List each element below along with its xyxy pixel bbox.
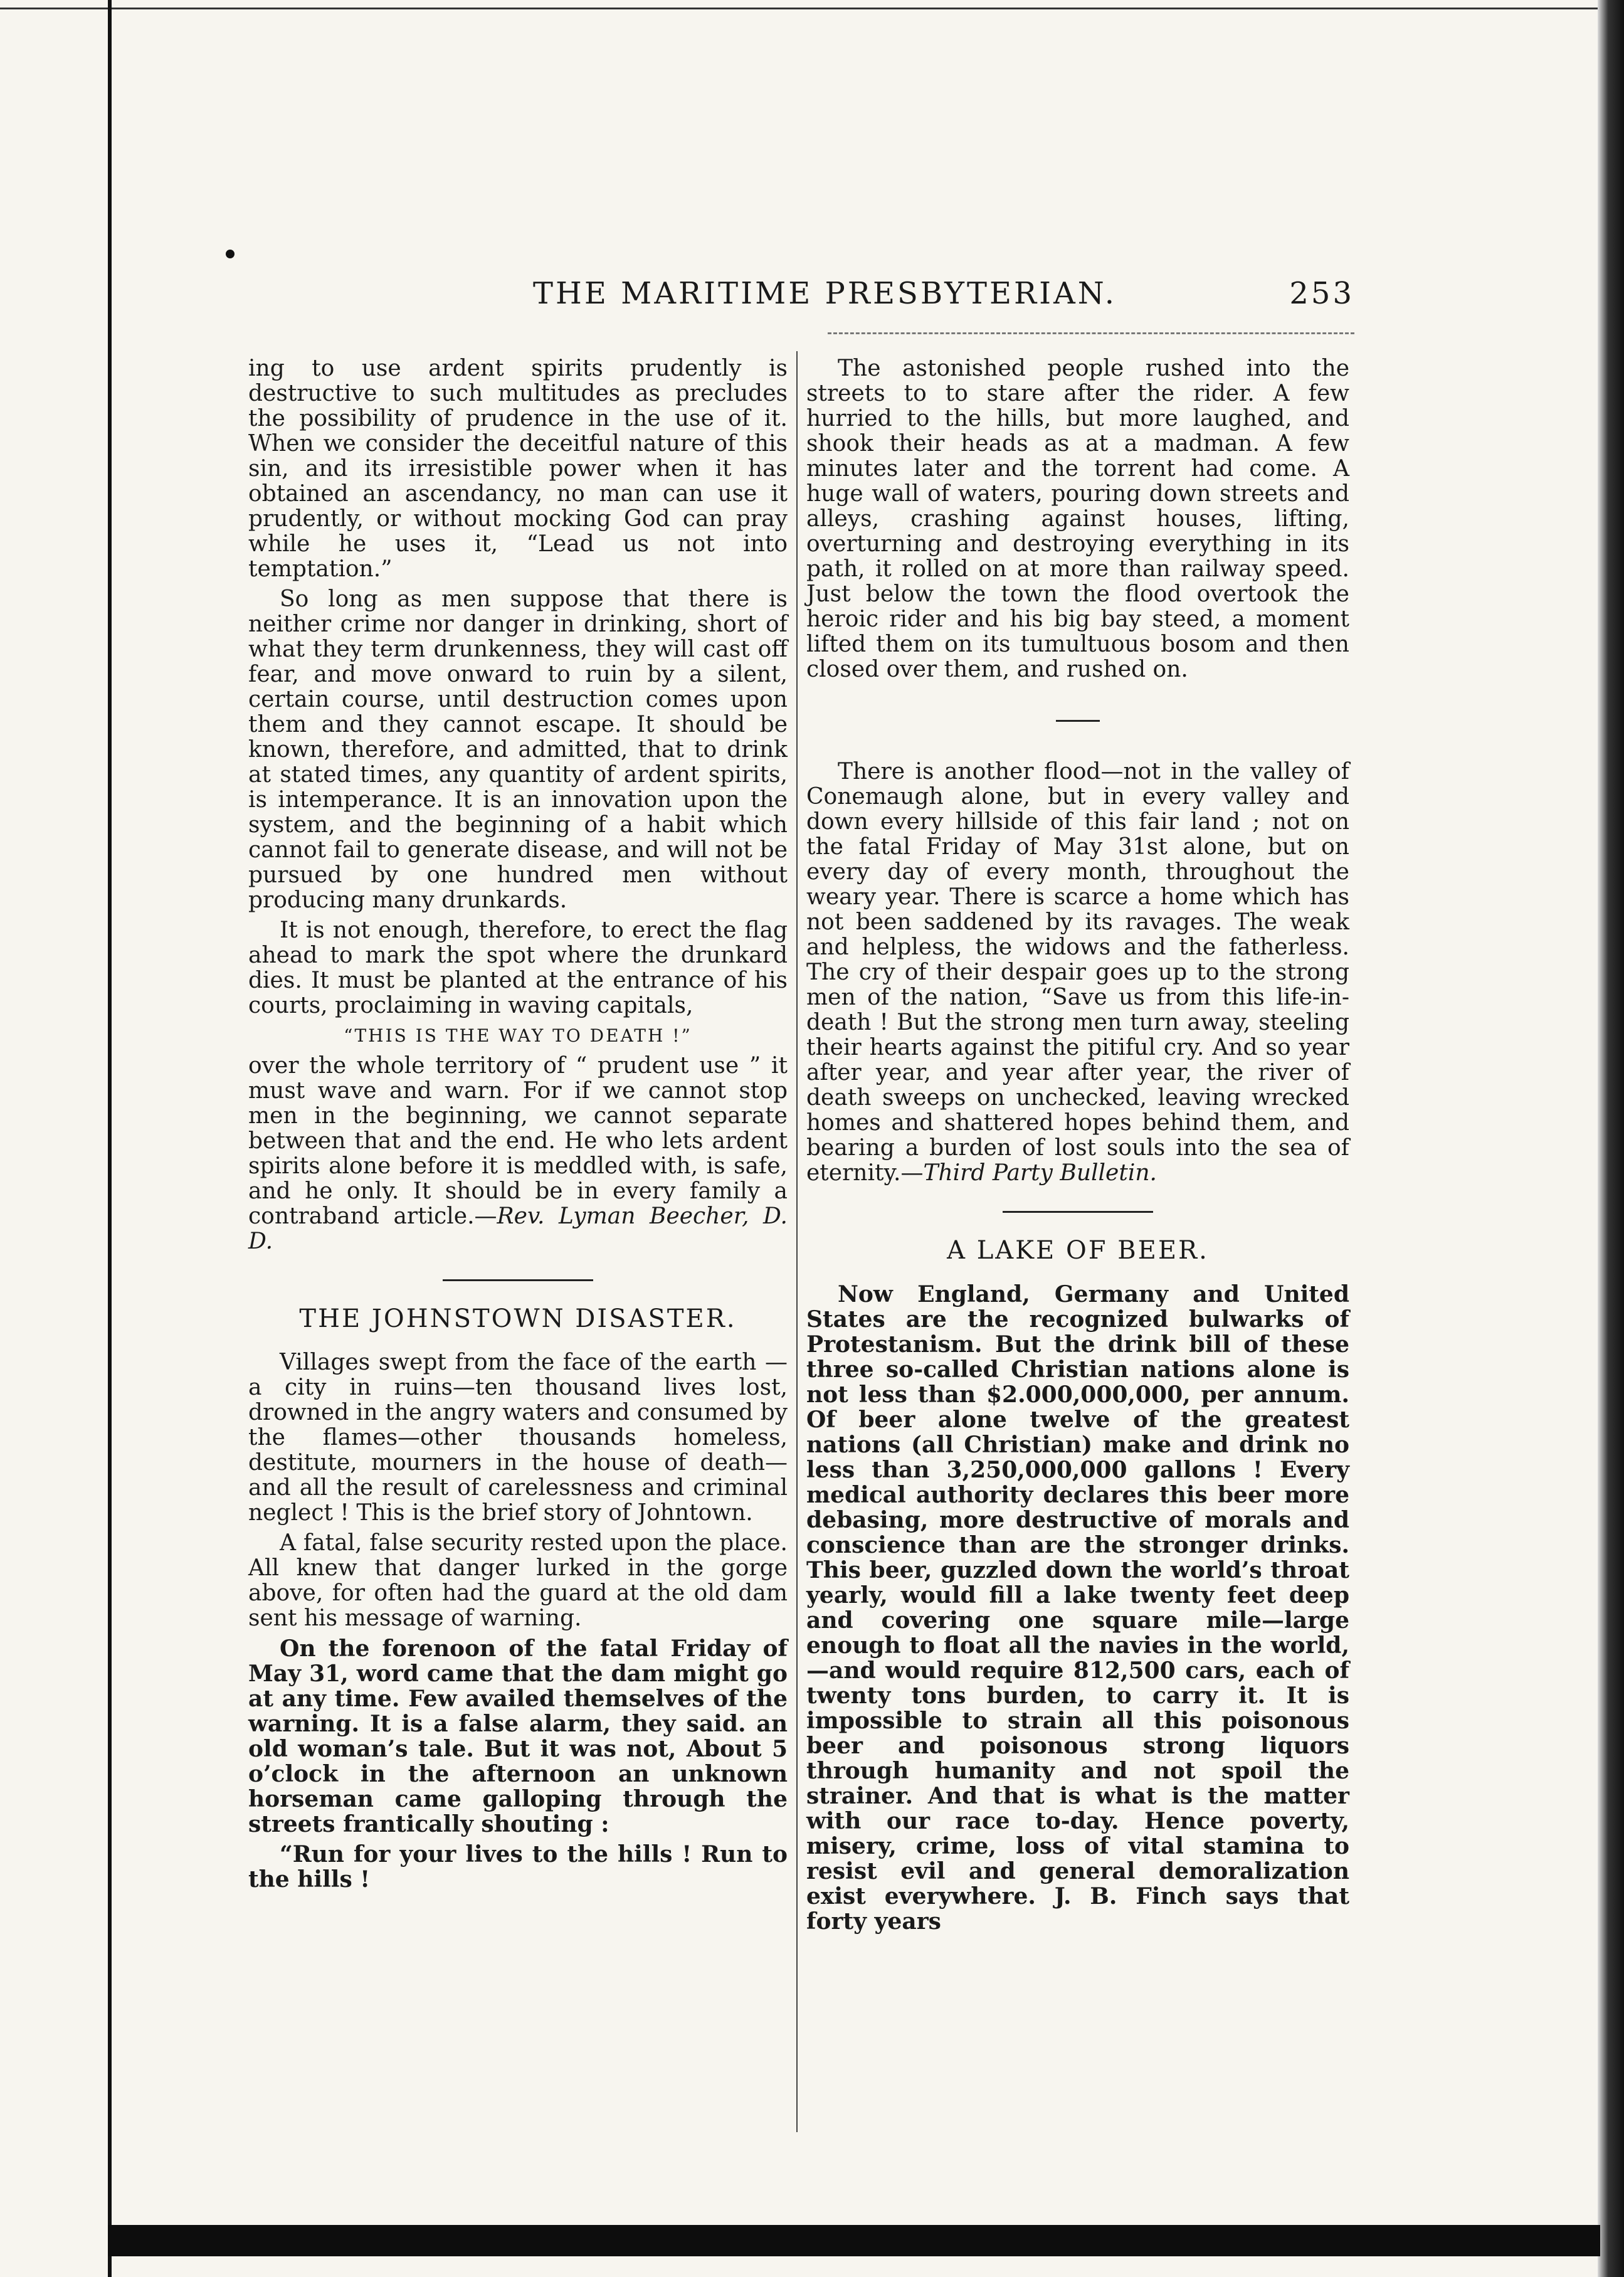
article-heading: THE JOHNSTOWN DISASTER. [299,1304,737,1333]
page-right-edge [1598,0,1624,2277]
paragraph: ing to use ardent spirits prudently is destructive to such multitudes as precludes the possibility of prudence in the use of it. When we consider the deceitful nature of this sin, and its irresistible power when it has obtained an ascendancy, no man can use it prudently, or without mocking God can pray while he uses it, “Lead us not into temptation.” [248,356,788,582]
attribution: Third Party Bulletin. [923,1160,1157,1186]
left-column [248,356,788,1897]
paragraph: On the forenoon of the fatal Friday of May 31, word came that the dam might go at any time. Few availed themselves of the warning. It is a false alarm, they said. an old woman’s tale. But it was not, About 5 o’clock in the afternoon an unknown horseman came galloping through the streets frantically shouting : [248,1635,788,1837]
page-number: 253 [1289,276,1354,311]
paragraph [806,759,1349,1186]
paragraph: A fatal, false security rested upon the place. All knew that danger lurked in the gorge above, for often had the guard at the old dam sent his message of warning. [248,1530,788,1631]
paragraph: Villages swept from the face of the earth —a city in ruins—ten thousand lives lost, drowned in the angry waters and consumed by the flames—other thousands homeless, destitute, mourners in the house of death—and all the result of carelessness and criminal neglect ! This is the brief story of Johntown. [248,1350,788,1526]
journal-title: THE MARITIME PRESBYTERIAN. [533,276,1117,311]
paragraph-text: There is another flood—not in the valley of Conemaugh alone, but in every valley and down every hillside of this fair land ; not on the fatal Friday of May 31st alone, but on every day of every month, throughout the weary year. There is scarce a home which has not been saddened by its ravages. The weak and helpless, the widows and the fatherless. The cry of their despair goes up to the strong men of the nation, “Save us from this life-in-death ! But the strong men turn away, steeling their hearts against the pitiful cry. And so year after year, and year after year, the river of death sweeps on unchecked, leaving wrecked homes and shattered hopes behind them, and bearing a burden of lost souls into the sea of eternity.— [806,759,1349,1186]
paragraph [248,1054,788,1254]
margin-dot [226,250,235,258]
top-rule [0,8,1605,9]
page-bottom-border [108,2225,1600,2256]
paragraph: So long as men suppose that there is neither crime nor danger in drinking, short of what they term drunkenness, they will cast off fear, and move onward to ruin by a silent, certain course, until destruction comes upon them and they cannot escape. It should be known, therefore, and admitted, that to drink at stated times, any quantity of ardent spirits, is intemperance. It is an innovation upon the system, and the beginning of a habit which cannot fail to generate disease, and will not be pursued by one hundred men without producing many drunkards. [248,586,788,913]
paragraph: The astonished people rushed into the streets to to stare after the rider. A few hurried to the hills, but more laughed, and shook their heads as at a madman. A few minutes later and the torrent had come. A huge wall of waters, pouring down streets and alleys, crashing against houses, lifting, overturning and destroying everything in its path, it rolled on at more than railway speed. Just below the town the flood overtook the heroic rider and his big bay steed, a moment lifted them on its tumultuous bosom and then closed over them, and rushed on. [806,356,1349,682]
article-heading: A LAKE OF BEER. [947,1236,1209,1265]
paragraph: Now England, Germany and United States are the recognized bulwarks of Protestanism. But the drink bill of these three so-called Christian nations alone is not less than $2.000,000,000, per annum. Of beer alone twelve of the greatest nations (all Christian) make and drink no less than 3,250,000,000 gallons ! Every medical authority declares this beer more debasing, more destructive of morals and conscience than are the stronger drinks. This beer, guzzled down the world’s throat yearly, would fill a lake twenty feet deep and covering one square mile—large enough to float all the navies in the world,—and would require 812,500 cars, each of twenty tons burden, to carry it. It is impossible to strain all this poisonous beer and poisonous strong liquors through humanity and not spoil the strainer. And that is what is the matter with our race to-day. Hence poverty, misery, crime, loss of vital stamina to resist evil and general demoralization exist everywhere. J. B. Finch says that forty years [806,1281,1349,1935]
article-separator [443,1279,593,1281]
attribution: Rev. Lyman Beecher, D. D. [248,1203,788,1254]
section-separator [1056,720,1100,722]
paragraph: “Run for your lives to the hills ! Run to the hills ! [248,1841,788,1893]
page-left-border [108,0,112,2277]
right-column [806,356,1349,1939]
paragraph-text: over the whole territory of “ prudent use ” it must wave and warn. For if we cannot stop men in the beginning, we cannot separate between that and the end. He who lets ardent spirits alone before it is meddled with, is safe, and he only. It should be in every family a contraband article.— [248,1053,788,1229]
article-separator [1003,1211,1153,1213]
header-rule [828,332,1354,334]
motto: “THIS IS THE WAY TO DEATH !” [344,1025,692,1046]
running-head [251,276,1354,320]
column-divider [796,351,798,2132]
paragraph: It is not enough, therefore, to erect the flag ahead to mark the spot where the drunkard dies. It must be planted at the entrance of his courts, proclaiming in waving capitals, [248,917,788,1018]
